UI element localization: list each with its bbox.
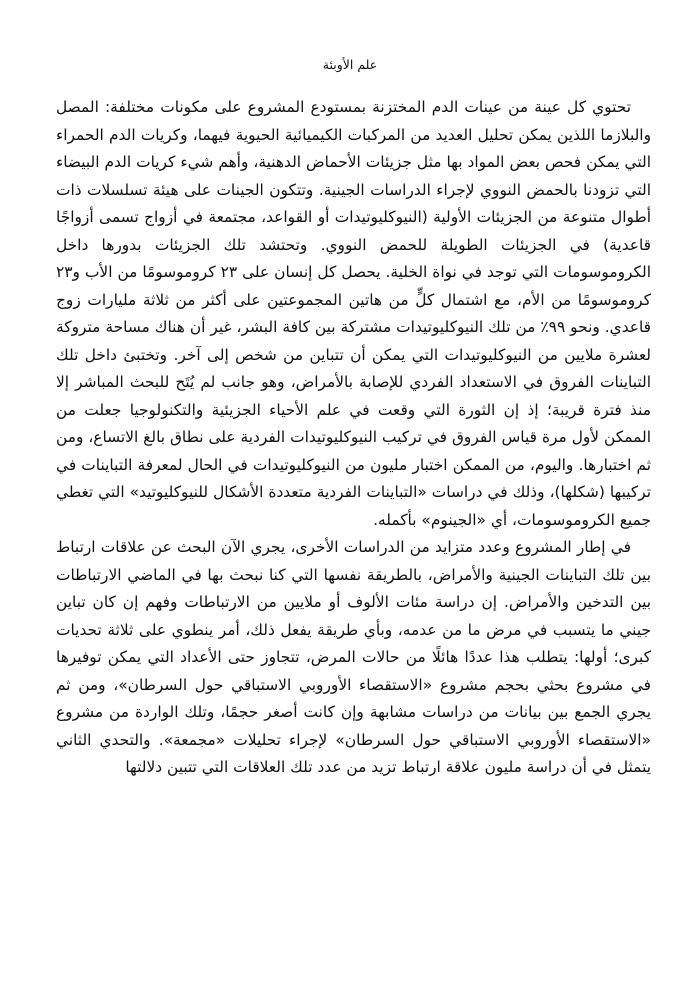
paragraph: تحتوي كل عينة من عينات الدم المختزنة بمستودع المشروع على مكونات مختلفة: المصل والبلازما اللذين يمكن تحليل العديد من المركبات الكيميائية الحيوية فيهما، وكريات الدم الحمراء التي يمكن فحص بعض المواد بها مثل جزيئات الأحماض الدهنية، وأهم شيء كريات الدم البيضاء التي تزودنا بالحمض النووي لإجراء الدراسات الجينية. وتتكون الجينات على هيئة تسلسلات ذات أطوال متنوعة من الجزيئات الأولية (النيوكليوتيدات أو القواعد، مجتمعة في أزواج تسمى أزواجًا قاعدية) في الجزيئات الطويلة للحمض النووي. وتحتشد تلك الجزيئات بدورها داخل الكروموسومات التي توجد في نواة الخلية. يحصل كل إنسان على ٢٣ كروموسومًا من الأب و٢٣ كروموسومًا من الأم، مع اشتمال كلٍّ من هاتين المجموعتين على أكثر من ثلاثة مليارات زوج قاعدي. ونحو ٩٩٪ من تلك النيوكليوتيدات مشتركة بين كافة البشر، غير أن هناك مساحة متروكة لعشرة ملايين من النيوكليوتيدات التي يمكن أن تتباين من شخص إلى آخر. وتختبئ داخل تلك التباينات الفروق في الاستعداد الفردي للإصابة بالأمراض، وهو جانب لم يُتَح للبحث المباشر إلا منذ فترة قريبة؛ إذ إن الثورة التي وقعت في علم الأحياء الجزيئية والتكنولوجيا جعلت من الممكن لأول مرة قياس الفروق في تركيب النيوكليوتيدات الفردية على نطاق بالغ الاتساع، ومن ثم اختبارها. واليوم، من الممكن اختبار مليون من النيوكليوتيدات في الحال لمعرفة التباينات في تركيبها (شكلها)، وذلك في دراسات «التباينات الفردية متعددة الأشكال للنيوكليوتيد» التي تغطي جميع الكروموسومات، أي «الجينوم» بأكمله. <box>56 98 652 529</box>
body-text <box>56 94 651 782</box>
paragraph: في إطار المشروع وعدد متزايد من الدراسات الأخرى، يجري الآن البحث عن علاقات ارتباط بين تلك التباينات الجينية والأمراض، بالطريقة نفسها التي كنا نبحث بها في الماضي الارتباطات بين التدخين والأمراض. إن دراسة مئات الألوف أو ملايين من الارتباطات وفهم إن كان تباين جيني ما يتسبب في مرض ما من عدمه، وبأي طريقة يفعل ذلك، أمر ينطوي على ثلاثة تحديات كبرى؛ أولها: يتطلب هذا عددًا هائلًا من حالات المرض، تتجاوز حتى الأعداد التي يمكن توفيرها في مشروع بحثي بحجم مشروع «الاستقصاء الأوروبي الاستباقي حول السرطان»، ومن ثم يجري الجمع بين بيانات من دراسات مشابهة وإن كانت أصغر حجمًا، وتلك الواردة من مشروع «الاستقصاء الأوروبي الاستباقي حول السرطان» لإجراء تحليلات «مجمعة». والتحدي الثاني يتمثل في أن دراسة مليون علاقة ارتباط تزيد من عدد تلك العلاقات التي تتبين دلالتها <box>56 538 651 776</box>
running-header: علم الأوبئة <box>322 57 378 72</box>
